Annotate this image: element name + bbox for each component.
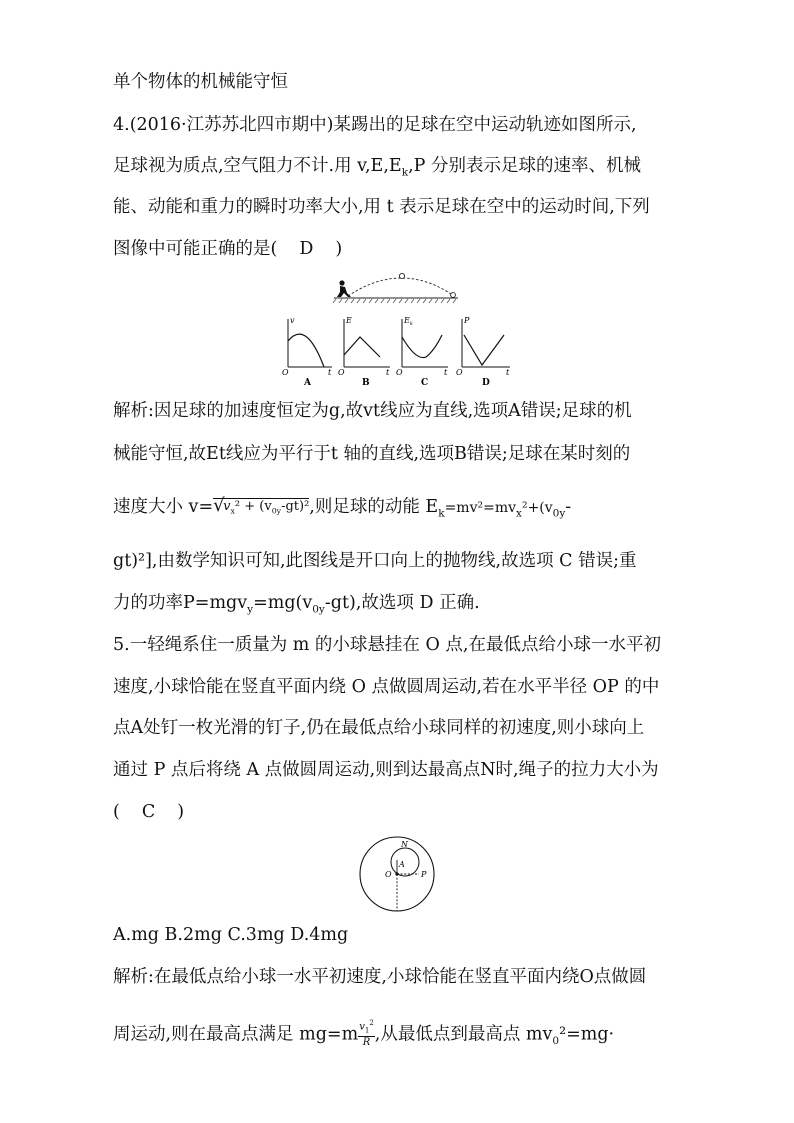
sol4-line2: 械能守恒,故Et线应为平行于t 轴的直线,选项B错误;足球在某时刻的 — [113, 444, 631, 464]
sol4-line5: 力的功率$P=mgv_y=mg(v_{0y}-gt)$,故选项 D 正确. — [113, 593, 480, 616]
graph-c-ylabel: $E_k$ — [404, 316, 413, 327]
label-o: O — [385, 870, 392, 879]
graph-d-label: D — [482, 378, 490, 388]
sol5-line1: 解析:在最低点给小球一水平初速度,小球恰能在竖直平面内绕O点做圆 — [113, 967, 647, 987]
graph-a-ylabel: v — [290, 316, 295, 325]
graph-c-label: C — [421, 378, 429, 388]
graph-b-origin: O — [338, 368, 345, 377]
sqrt-expression: √ $v_x^2 + (v_{0y}-gt)^2$ — [213, 498, 309, 520]
player-icon — [337, 280, 351, 297]
q5-answer: C — [141, 802, 156, 822]
q4-line4: 图像中可能正确的是( D ) — [113, 239, 343, 259]
q4-graphs — [282, 313, 518, 389]
q5-line3: 点A处钉一枚光滑的钉子,仍在最低点给小球同样的初速度,则小球向上 — [113, 718, 645, 738]
q5-line1: 5.一轻绳系住一质量为 m 的小球悬挂在 O 点,在最低点给小球一水平初 — [113, 635, 661, 655]
sol4-line3: 速度大小 v= √ $v_x^2 + (v_{0y}-gt)^2$,则足球的动能 $E_k=mv^2=mv_x^2+(v_{0y}-$ — [113, 495, 572, 520]
graph-b-ylabel: E — [346, 316, 352, 325]
q4-line2: 足球视为质点,空气阻力不计.用 $v,E,E_k,P$ 分别表示足球的速率、机械 — [113, 156, 641, 179]
sol4-line1: 解析:因足球的加速度恒定为g,故vt线应为直线,选项A错误;足球的机 — [113, 401, 632, 421]
graph-b-label: B — [362, 378, 370, 388]
graph-d — [456, 316, 510, 388]
q5-circle-figure — [355, 834, 443, 914]
q4-trajectory-figure — [330, 266, 464, 306]
graph-d-ylabel: P — [464, 316, 470, 325]
graph-d-xlabel: t — [506, 368, 510, 377]
graph-a — [282, 316, 332, 388]
graph-d-origin: O — [456, 368, 463, 377]
graph-b — [338, 316, 390, 388]
graph-c-origin: O — [396, 368, 403, 377]
sol5-line2: 周运动,则在最高点满足 mg=m $\frac{v_1^2}{R}$ ,从最低点到最高点 $mv_0^2=mg\cdot$ — [113, 1019, 615, 1049]
label-n: N — [401, 840, 408, 849]
graph-c-xlabel: t — [444, 368, 448, 377]
q5-line5: ( C ) — [113, 802, 185, 822]
q4-line3: 能、动能和重力的瞬时功率大小,用 t 表示足球在空中的运动时间,下列 — [113, 197, 650, 217]
graph-a-origin: O — [282, 368, 289, 377]
fraction: $\frac{v_1^2}{R}$ — [359, 1019, 374, 1049]
label-p: P — [421, 870, 427, 879]
label-a: A — [399, 860, 405, 869]
graph-b-xlabel: t — [386, 368, 390, 377]
q5-line2: 速度,小球恰能在竖直平面内绕 O 点做圆周运动,若在水平半径 OP 的中 — [113, 677, 660, 697]
graph-a-label: A — [304, 378, 311, 388]
ball-icon — [399, 273, 404, 278]
sol4-line4: gt)²],由数学知识可知,此图线是开口向上的抛物线,故选项 C 错误;重 — [113, 551, 637, 571]
section-title: 单个物体的机械能守恒 — [113, 72, 288, 92]
graph-a-xlabel: t — [328, 368, 332, 377]
q5-options: A.mg B.2mg C.3mg D.4mg — [113, 925, 349, 945]
q5-line4: 通过 P 点后将绕 A 点做圆周运动,则到达最高点N时,绳子的拉力大小为 — [113, 760, 659, 780]
graph-c — [396, 316, 448, 388]
q4-line1: 4.(2016·江苏苏北四市期中)某踢出的足球在空中运动轨迹如图所示, — [113, 115, 637, 135]
q4-answer: D — [299, 239, 314, 259]
